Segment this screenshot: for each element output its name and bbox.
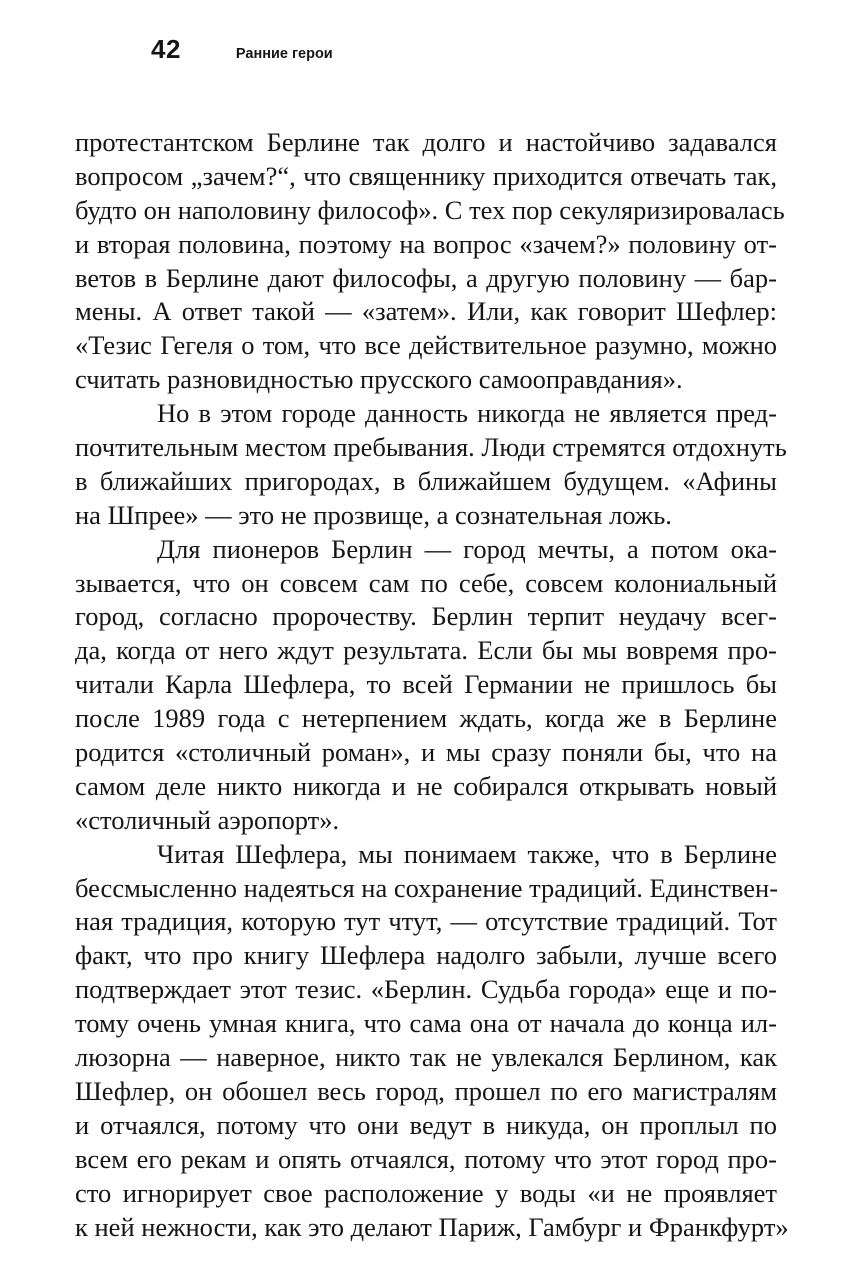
text-line: и вторая половина, поэтому на вопрос «зачем?» половину от-: [75, 228, 777, 259]
page-number: 42: [151, 34, 181, 64]
text-line: зывается, что он совсем сам по себе, совсем колониальный: [75, 567, 777, 598]
paragraph: [75, 397, 787, 533]
text-line: сто игнорирует свое расположение у воды «и не проявляет: [75, 1177, 777, 1208]
body-text: [75, 126, 789, 1244]
text-line: бессмысленно надеяться на сохранение традиций. Единствен-: [75, 872, 779, 903]
text-line: Для пионеров Берлин — город мечты, а потом ока-: [157, 533, 777, 564]
running-title: Ранние герои: [235, 46, 333, 62]
text-line: ветов в Берлине дают философы, а другую половину — бар-: [75, 262, 777, 293]
text-line: к ней нежности, как это делают Париж, Гамбург и Франкфурт»: [75, 1211, 789, 1242]
text-line: самом деле никто никогда и не собирался открывать новый: [75, 770, 777, 801]
text-line: вопросом „зачем?“, что священнику приходится отвечать так,: [75, 160, 777, 191]
text-line: Но в этом городе данность никогда не является пред-: [157, 398, 777, 429]
text-line: всем его рекам и опять отчаялся, потому что этот город про-: [75, 1143, 777, 1174]
text-line: и отчаялся, потому что они ведут в никуда, он проплыл по: [75, 1109, 777, 1140]
paragraph: [75, 126, 785, 397]
text-line: читали Карла Шефлера, то всей Германии не пришлось бы: [75, 669, 777, 700]
text-line: подтверждает этот тезис. «Берлин. Судьба города» еще и по-: [75, 974, 777, 1005]
text-line: считать разновидностью прусского самооправдания».: [75, 364, 683, 395]
paragraph: [75, 838, 789, 1245]
text-line: Читая Шефлера, мы понимаем также, что в Берлине: [157, 838, 777, 869]
text-line: город, согласно пророчеству. Берлин терпит неудачу всег-: [75, 601, 777, 632]
text-line: на Шпрее» — это не прозвище, а сознательная ложь.: [75, 499, 672, 530]
text-line: родится «столичный роман», и мы сразу поняли бы, что на: [75, 737, 777, 768]
paragraph: [75, 533, 777, 838]
text-line: протестантском Берлине так долго и настойчиво задавался: [75, 127, 777, 157]
text-line: да, когда от него ждут результата. Если бы мы вовремя про-: [75, 635, 777, 666]
text-line: тому очень умная книга, что сама она от начала до конца ил-: [75, 1008, 777, 1039]
text-line: «Тезис Гегеля о том, что все действительное разумно, можно: [75, 330, 777, 361]
text-line: ная традиция, которую тут чтут, — отсутствие традиций. Тот: [75, 906, 777, 937]
text-line: люзорна — наверное, никто так не увлекался Берлином, как: [75, 1042, 777, 1073]
text-line: почтительным местом пребывания. Люди стремятся отдохнуть: [75, 432, 787, 463]
text-line: мены. А ответ такой — «затем». Или, как говорит Шефлер:: [75, 296, 777, 327]
text-line: Шефлер, он обошел весь город, прошел по его магистралям: [75, 1075, 777, 1106]
text-line: «столичный аэропорт».: [75, 804, 340, 835]
page-header: [151, 34, 333, 74]
text-line: факт, что про книгу Шефлера надолго забыли, лучше всего: [75, 940, 777, 971]
text-line: после 1989 года с нетерпением ждать, когда же в Берлине: [75, 703, 777, 734]
text-line: будто он наполовину философ». С тех пор секуляризировалась: [75, 194, 785, 225]
text-line: в ближайших пригородах, в ближайшем будущем. «Афины: [75, 465, 777, 496]
